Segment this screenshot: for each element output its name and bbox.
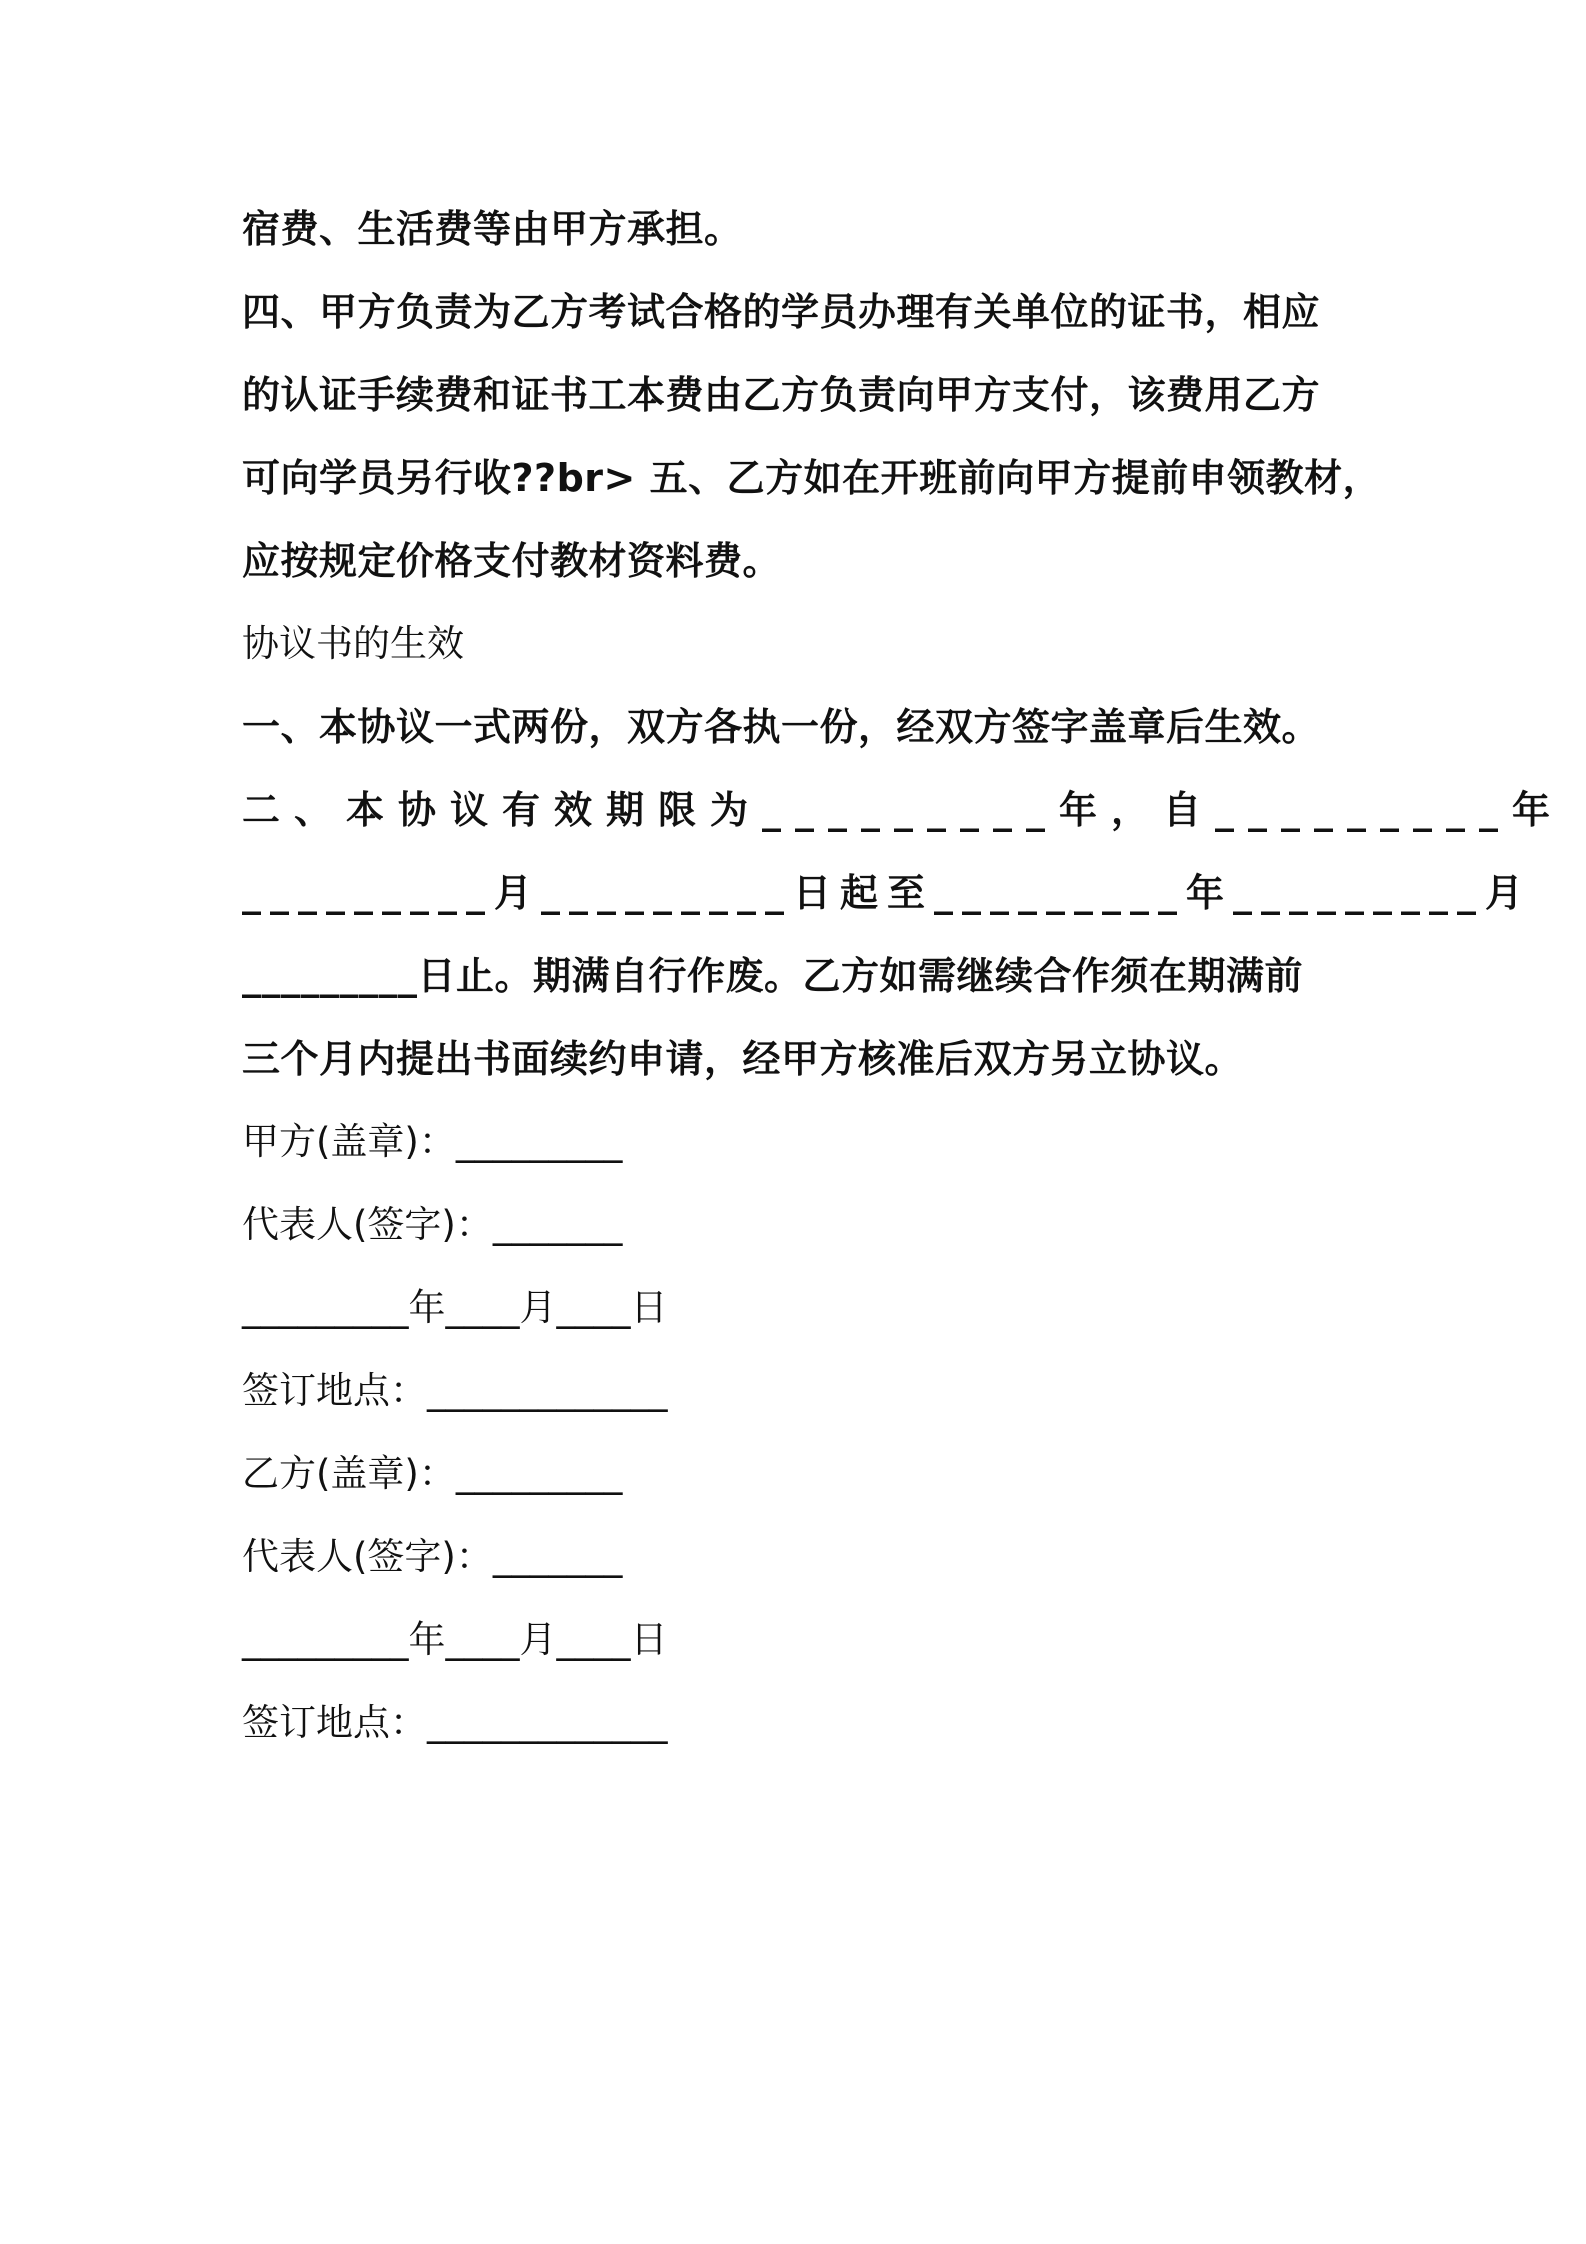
- party-a-location-field: 签订地点：_____________: [242, 1369, 668, 1412]
- party-a-seal-field: 甲方(盖章)：_________: [242, 1120, 623, 1163]
- effect-clause-two: 二、本协议有效期限为_________年，自_________年: [242, 788, 1565, 832]
- clause-four-line: 四、甲方负责为乙方考试合格的学员办理有关单位的证书，相应: [242, 290, 1321, 334]
- section-heading: 协议书的生效: [242, 622, 464, 665]
- party-b-location-field: 签订地点：_____________: [242, 1701, 668, 1744]
- party-a-date-field: _________年____月____日: [242, 1286, 668, 1329]
- party-a-representative-field: 代表人(签字)：_______: [242, 1203, 623, 1246]
- paragraph-line: 的认证手续费和证书工本费由乙方负责向甲方支付，该费用乙方: [242, 373, 1321, 417]
- party-b-seal-field: 乙方(盖章)：_________: [242, 1452, 623, 1495]
- effect-clause-one: 一、本协议一式两份，双方各执一份，经双方签字盖章后生效。: [242, 705, 1321, 749]
- paragraph-line: 应按规定价格支付教材资料费。: [242, 539, 782, 583]
- validity-date-line: _________月_________日起至_________年_________月: [242, 871, 1533, 915]
- party-b-representative-field: 代表人(签字)：_______: [242, 1535, 623, 1578]
- paragraph-line: _________日止。期满自行作废。乙方如需继续合作须在期满前: [242, 954, 1304, 998]
- party-b-date-field: _________年____月____日: [242, 1618, 668, 1661]
- paragraph-line: 三个月内提出书面续约申请，经甲方核准后双方另立协议。: [242, 1037, 1244, 1081]
- document-body: [242, 196, 1565, 1773]
- paragraph-line: 宿费、生活费等由甲方承担。: [242, 207, 743, 251]
- paragraph-line: 可向学员另行收??br> 五、乙方如在开班前向甲方提前申领教材，: [242, 456, 1382, 500]
